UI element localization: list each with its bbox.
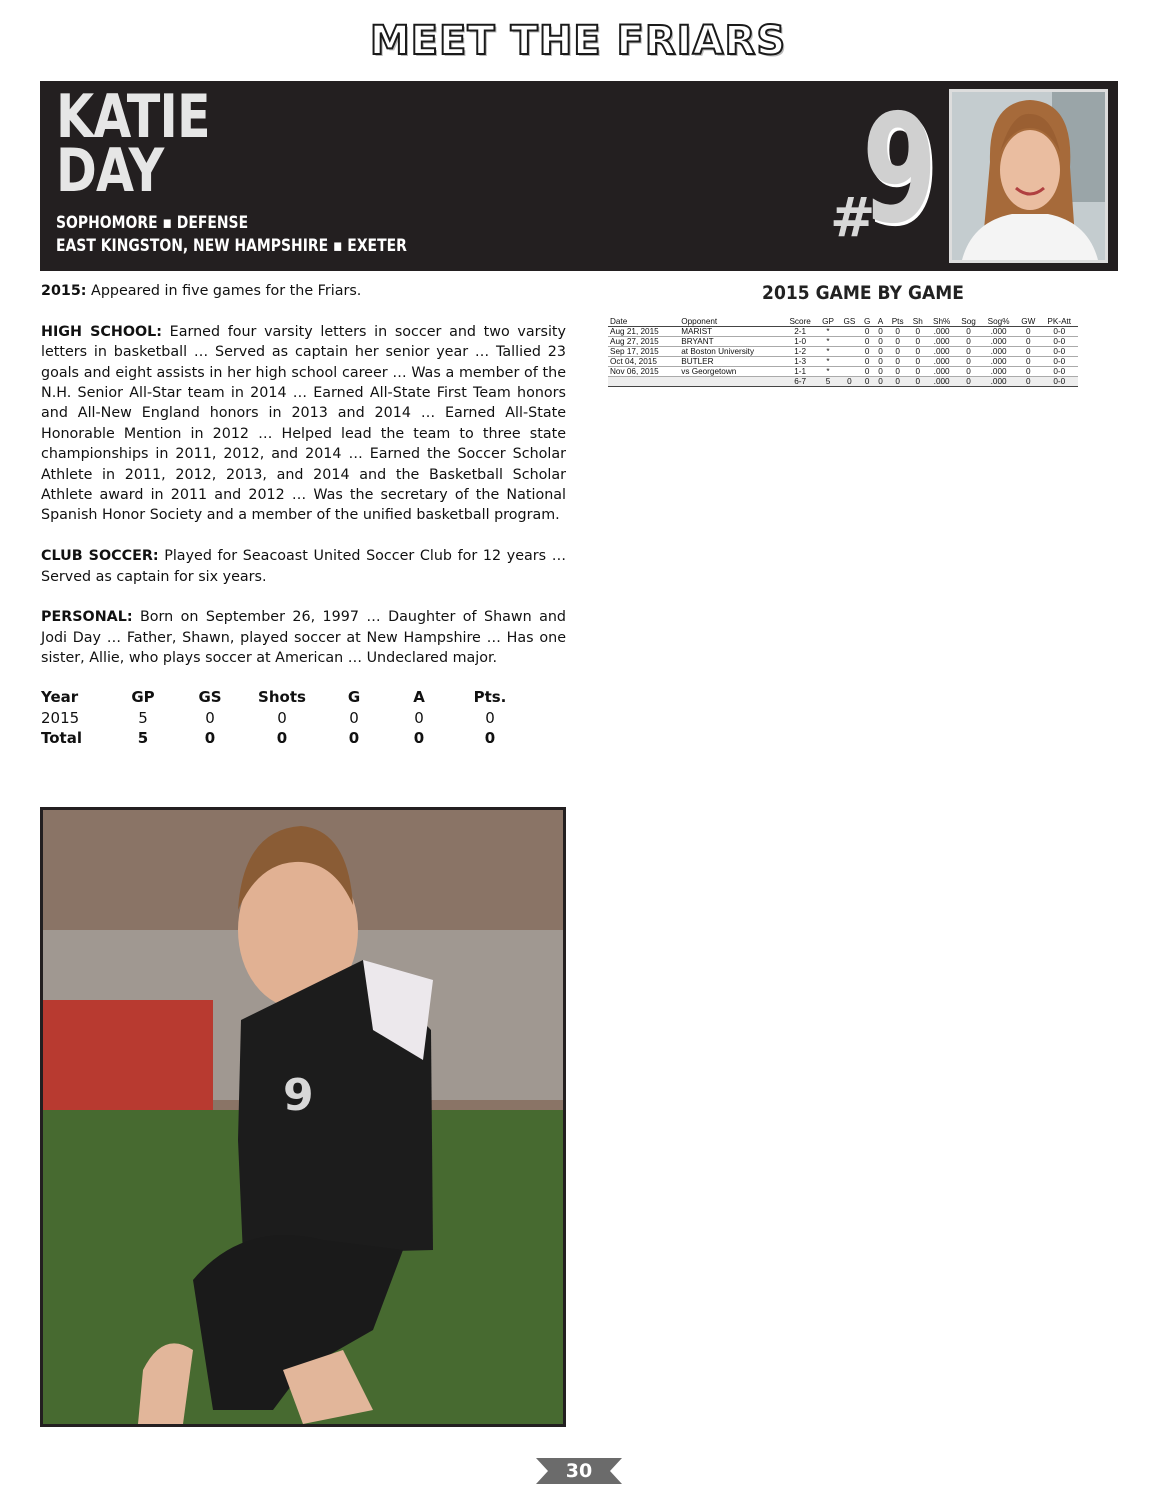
career-stats-cell: 0 bbox=[349, 708, 359, 727]
career-stats-cell: 0 bbox=[204, 729, 216, 748]
career-stats-header: GS bbox=[198, 688, 222, 707]
bio-high-school-label: HIGH SCHOOL: bbox=[41, 323, 162, 340]
player-headshot bbox=[949, 89, 1108, 263]
game-by-game-cell: * bbox=[817, 367, 838, 377]
game-by-game-cell: 1-0 bbox=[783, 337, 817, 347]
game-by-game-cell: Aug 27, 2015 bbox=[608, 337, 679, 347]
game-by-game-header: GS bbox=[839, 317, 860, 327]
career-stats-cell: 0 bbox=[277, 708, 287, 727]
game-by-game-cell: 0 bbox=[887, 327, 908, 337]
game-by-game-header: PK-Att bbox=[1041, 317, 1078, 327]
game-by-game-row bbox=[608, 357, 1078, 367]
game-by-game-total-cell bbox=[608, 377, 679, 387]
career-stats-cell: 0 bbox=[485, 708, 495, 727]
game-by-game-cell: 1-3 bbox=[783, 357, 817, 367]
jersey-hash: # bbox=[830, 186, 876, 249]
game-by-game-total-cell: 5 bbox=[817, 377, 838, 387]
game-by-game-cell: 0-0 bbox=[1041, 367, 1078, 377]
career-stats-cell: 0 bbox=[348, 729, 360, 748]
bio-personal bbox=[41, 607, 566, 668]
game-by-game-cell: 0 bbox=[956, 367, 981, 377]
game-by-game-cell: 0 bbox=[860, 347, 874, 357]
career-stats-header-row bbox=[41, 687, 531, 708]
game-by-game-header: Score bbox=[783, 317, 817, 327]
game-by-game-cell: 0 bbox=[860, 357, 874, 367]
player-banner bbox=[40, 81, 1118, 271]
career-stats-cell: 0 bbox=[205, 708, 215, 727]
bio-season bbox=[41, 281, 566, 301]
game-by-game-total-cell: 0 bbox=[874, 377, 887, 387]
career-stats-header: Year bbox=[41, 688, 79, 707]
bio-high-school-text: Earned four varsity letters in soccer and two varsity letters in basketball … Served as captain her senior year … Tallied 23 goals and eight assists in her high school career … Was a member of the N.H. Senior All-Star team in 2014 … Earned All-State First Team honors and All-New England honors in 2013 and 2014 … Earned All-State Honorable Mention in 2012 … Helped lead the team to three state championships in 2011, 2012, and 2014 … Earned the Soccer Scholar Athlete in 2011, 2012, 2013, and 2014 and the Basketball Scholar Athlete award in 2011 and 2012 … Was the secretary of the National Spanish Honor Society and a member of the unified basketball program. bbox=[41, 323, 566, 524]
game-by-game-cell: 0 bbox=[874, 367, 887, 377]
game-by-game-cell: 0-0 bbox=[1041, 347, 1078, 357]
game-by-game-cell bbox=[839, 367, 860, 377]
game-by-game-cell: MARIST bbox=[679, 327, 783, 337]
player-first-name: KATIE bbox=[56, 82, 210, 152]
game-by-game-cell: 0 bbox=[908, 357, 927, 367]
game-by-game-cell: 0 bbox=[956, 337, 981, 347]
game-by-game-row bbox=[608, 367, 1078, 377]
game-by-game-cell: 0 bbox=[956, 347, 981, 357]
game-by-game-total-cell: 0-0 bbox=[1041, 377, 1078, 387]
game-by-game-cell: .000 bbox=[981, 357, 1016, 367]
page-number: 30 bbox=[565, 1460, 593, 1482]
game-by-game-cell: * bbox=[817, 337, 838, 347]
game-by-game-header: Sog bbox=[956, 317, 981, 327]
game-by-game-cell: .000 bbox=[981, 347, 1016, 357]
career-stats-cell: 0 bbox=[276, 729, 288, 748]
game-by-game-cell: 0 bbox=[908, 347, 927, 357]
game-by-game-cell: 0 bbox=[1016, 367, 1040, 377]
game-by-game-total-cell: 0 bbox=[908, 377, 927, 387]
career-stats-header: Shots bbox=[258, 688, 306, 707]
game-by-game-cell: at Boston University bbox=[679, 347, 783, 357]
career-stats-header: G bbox=[347, 688, 361, 707]
game-by-game-row bbox=[608, 337, 1078, 347]
bio-club-label: CLUB SOCCER: bbox=[41, 548, 159, 565]
career-stats-cell: 5 bbox=[138, 708, 148, 727]
game-by-game-cell: 0 bbox=[860, 337, 874, 347]
jersey-number: 9 bbox=[862, 83, 938, 257]
game-by-game-cell: .000 bbox=[981, 327, 1016, 337]
game-by-game-header: Sog% bbox=[981, 317, 1016, 327]
bio-season-text: Appeared in five games for the Friars. bbox=[86, 283, 362, 299]
career-stats-cell: 2015 bbox=[41, 708, 80, 727]
game-by-game-total-cell: 0 bbox=[860, 377, 874, 387]
game-by-game-cell: .000 bbox=[927, 327, 956, 337]
game-by-game-header: Date bbox=[608, 317, 679, 327]
game-by-game-title: 2015 GAME BY GAME bbox=[762, 282, 964, 304]
game-by-game-cell: 0 bbox=[860, 367, 874, 377]
game-by-game-cell: .000 bbox=[981, 367, 1016, 377]
game-by-game-cell: 0 bbox=[1016, 337, 1040, 347]
game-by-game-cell: 0 bbox=[887, 337, 908, 347]
career-stats-total-row bbox=[41, 728, 531, 749]
game-by-game-total-cell: .000 bbox=[927, 377, 956, 387]
game-by-game-cell: .000 bbox=[927, 347, 956, 357]
career-stats-cell: 0 bbox=[414, 708, 424, 727]
bio-club-text: Played for Seacoast United Soccer Club for 12 years … Served as captain for six years. bbox=[41, 548, 566, 585]
game-by-game-cell bbox=[839, 327, 860, 337]
game-by-game-cell: Aug 21, 2015 bbox=[608, 327, 679, 337]
page-title: MEET THE FRIARS bbox=[369, 18, 787, 64]
player-class-position: SOPHOMORE ▪ DEFENSE bbox=[56, 213, 249, 233]
game-by-game-total-cell bbox=[679, 377, 783, 387]
bio-club bbox=[41, 546, 566, 587]
game-by-game-cell: 0 bbox=[874, 357, 887, 367]
game-by-game-cell: vs Georgetown bbox=[679, 367, 783, 377]
game-by-game-cell bbox=[839, 337, 860, 347]
game-by-game-cell: 0 bbox=[874, 347, 887, 357]
page-number-tab bbox=[536, 1458, 622, 1484]
game-by-game-cell: 0 bbox=[908, 367, 927, 377]
game-by-game-total-cell: 0 bbox=[1016, 377, 1040, 387]
game-by-game-total-cell: 0 bbox=[956, 377, 981, 387]
bio-personal-label: PERSONAL: bbox=[41, 609, 133, 626]
career-stats-cell: 0 bbox=[484, 729, 496, 748]
game-by-game-cell: Sep 17, 2015 bbox=[608, 347, 679, 357]
game-by-game-header: A bbox=[874, 317, 887, 327]
player-bio bbox=[41, 281, 566, 689]
game-by-game-total-cell: 0 bbox=[839, 377, 860, 387]
game-by-game-header: Sh bbox=[908, 317, 927, 327]
game-by-game-row bbox=[608, 347, 1078, 357]
game-by-game-cell: 0 bbox=[874, 337, 887, 347]
game-by-game-cell: 0 bbox=[860, 327, 874, 337]
game-by-game-header: G bbox=[860, 317, 874, 327]
game-by-game-cell: * bbox=[817, 357, 838, 367]
game-by-game-cell: Nov 06, 2015 bbox=[608, 367, 679, 377]
game-by-game-cell: 2-1 bbox=[783, 327, 817, 337]
game-by-game-cell: 0 bbox=[1016, 357, 1040, 367]
game-by-game-cell: .000 bbox=[981, 337, 1016, 347]
player-hometown: EAST KINGSTON, NEW HAMPSHIRE ▪ EXETER bbox=[56, 236, 407, 256]
game-by-game-cell: .000 bbox=[927, 367, 956, 377]
career-stats-header: A bbox=[413, 688, 425, 707]
game-by-game-header: Opponent bbox=[679, 317, 783, 327]
bio-high-school bbox=[41, 322, 566, 526]
game-by-game-cell: BUTLER bbox=[679, 357, 783, 367]
game-by-game-cell bbox=[839, 357, 860, 367]
game-by-game-total-cell: .000 bbox=[981, 377, 1016, 387]
game-by-game-cell: 0 bbox=[956, 357, 981, 367]
career-stats-cell: 0 bbox=[413, 729, 425, 748]
game-by-game-cell: * bbox=[817, 327, 838, 337]
game-by-game-total-row bbox=[608, 377, 1078, 387]
game-by-game-cell: 1-1 bbox=[783, 367, 817, 377]
career-stats-cell: 5 bbox=[137, 729, 149, 748]
action-photo bbox=[40, 807, 566, 1427]
game-by-game-cell: 0 bbox=[908, 337, 927, 347]
career-stats-table bbox=[41, 687, 531, 749]
game-by-game-cell: 0 bbox=[874, 327, 887, 337]
game-by-game-cell: BRYANT bbox=[679, 337, 783, 347]
game-by-game-cell: 1-2 bbox=[783, 347, 817, 357]
game-by-game-cell: 0-0 bbox=[1041, 337, 1078, 347]
game-by-game-cell: 0 bbox=[956, 327, 981, 337]
game-by-game-header: GP bbox=[817, 317, 838, 327]
career-stats-header: Pts. bbox=[473, 688, 507, 707]
game-by-game-cell: 0 bbox=[887, 357, 908, 367]
career-stats-cell: Total bbox=[41, 729, 82, 748]
player-last-name: DAY bbox=[56, 136, 164, 206]
game-by-game-cell: .000 bbox=[927, 337, 956, 347]
game-by-game-cell bbox=[839, 347, 860, 357]
game-by-game-cell: 0 bbox=[887, 347, 908, 357]
game-by-game-cell: 0 bbox=[887, 367, 908, 377]
game-by-game-cell: 0-0 bbox=[1041, 327, 1078, 337]
game-by-game-total-cell: 0 bbox=[887, 377, 908, 387]
game-by-game-cell: 0-0 bbox=[1041, 357, 1078, 367]
game-by-game-cell: .000 bbox=[927, 357, 956, 367]
bio-season-label: 2015: bbox=[41, 283, 87, 299]
career-stats-header: GP bbox=[131, 688, 155, 707]
game-by-game-cell: 0 bbox=[908, 327, 927, 337]
career-stats-row bbox=[41, 708, 531, 729]
game-by-game-header: Sh% bbox=[927, 317, 956, 327]
game-by-game-header: GW bbox=[1016, 317, 1040, 327]
bio-personal-text: Born on September 26, 1997 … Daughter of Shawn and Jodi Day … Father, Shawn, played soccer at New Hampshire … Has one sister, Allie, who plays soccer at American … Undeclared major. bbox=[41, 609, 566, 667]
game-by-game-row bbox=[608, 327, 1078, 337]
game-by-game-header-row bbox=[608, 317, 1078, 327]
game-by-game-cell: 0 bbox=[1016, 327, 1040, 337]
game-by-game-cell: * bbox=[817, 347, 838, 357]
game-by-game-cell: Oct 04, 2015 bbox=[608, 357, 679, 367]
game-by-game-cell: 0 bbox=[1016, 347, 1040, 357]
game-by-game-header: Pts bbox=[887, 317, 908, 327]
game-by-game-table bbox=[608, 317, 1078, 387]
game-by-game-total-cell: 6-7 bbox=[783, 377, 817, 387]
svg-text:9: 9 bbox=[283, 1070, 314, 1121]
